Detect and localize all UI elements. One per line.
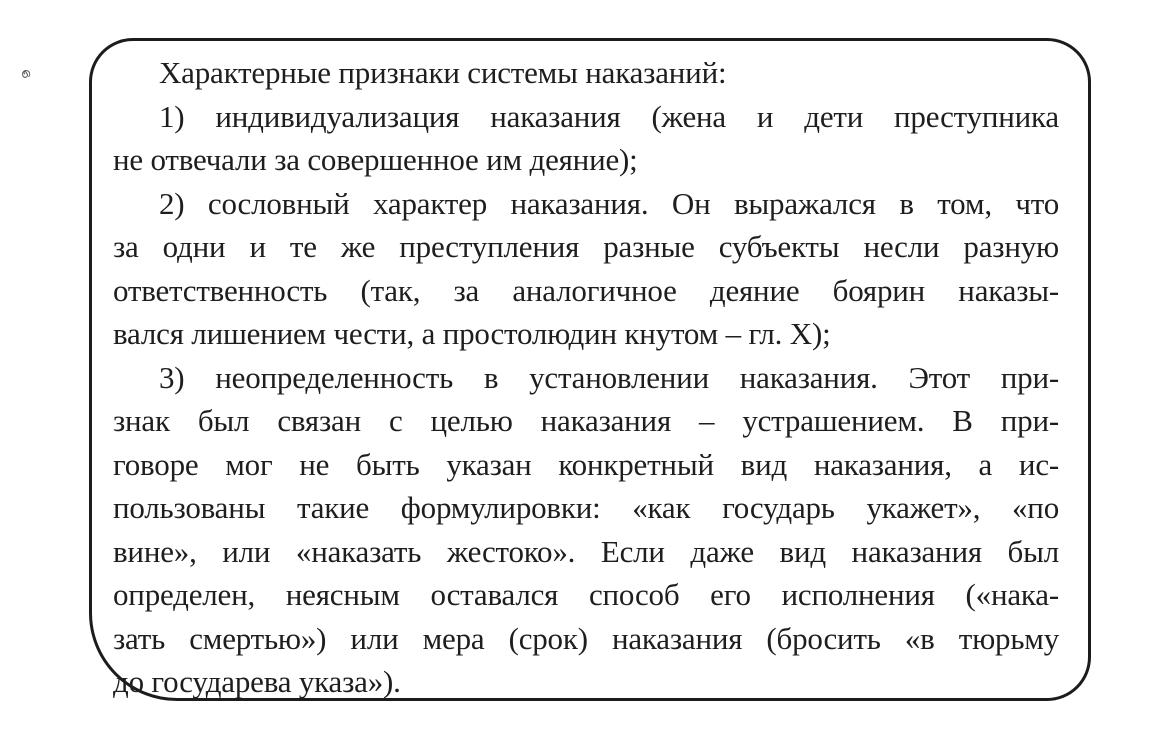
text-line: ответственность (так, за аналогичное деяние боярин наказы- [113, 272, 1059, 308]
text-line: за одни и те же преступления разные субъекты несли разную [113, 229, 1059, 264]
text-line: до государева указа»). [113, 664, 401, 699]
spiral-mark-icon [19, 68, 31, 80]
text-line: вине», или «наказать жестоко». Если даже вид наказания был [113, 533, 1059, 569]
text-line: определен, неясным оставался способ его исполнения («нака- [113, 577, 1059, 612]
text-line: знак был связан с целью наказания – устрашением. В при- [113, 403, 1059, 438]
text-line: зать смертью») или мера (срок) наказания (бросить «в тюрьму [113, 620, 1059, 656]
text-line: говоре мог не быть указан конкретный вид наказания, а ис- [113, 446, 1059, 482]
text-line: не отвечали за совершенное им деяние); [113, 142, 638, 177]
text-line: 1) индивидуализация наказания (жена и дети преступника [159, 98, 1059, 134]
text-line: 2) сословный характер наказания. Он выражался в том, что [159, 185, 1059, 221]
text-line: 3) неопределенность в установлении наказания. Этот при- [159, 359, 1059, 395]
text-line: пользованы такие формулировки: «как государь укажет», «по [113, 490, 1059, 525]
heading-line: Характерные признаки системы наказаний: [159, 55, 727, 90]
document-text [113, 51, 1059, 704]
text-line: вался лишением чести, а простолюдин кнутом – гл. X); [113, 316, 831, 351]
